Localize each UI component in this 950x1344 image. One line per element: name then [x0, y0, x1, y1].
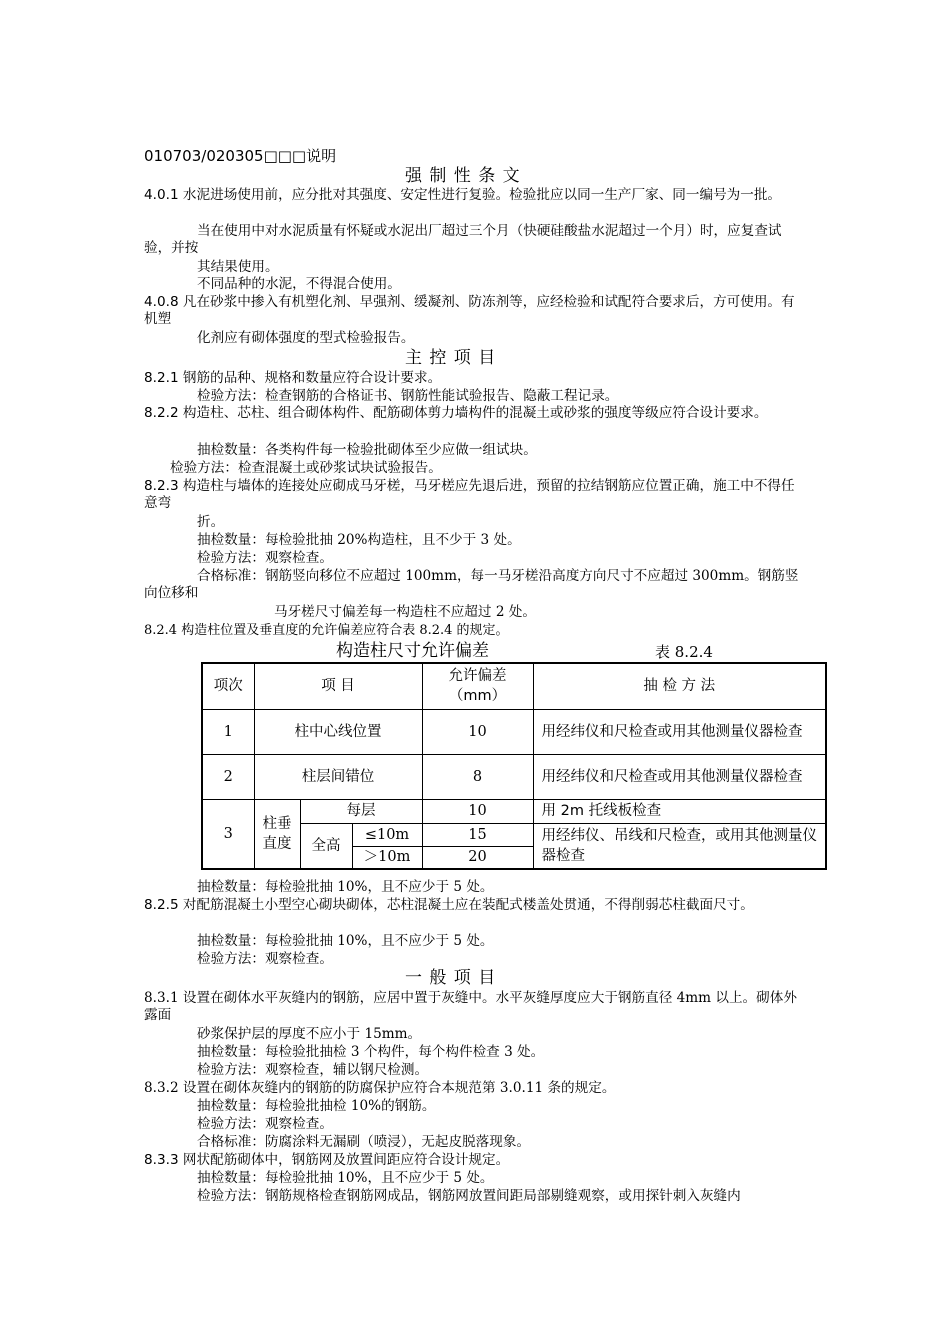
row-tolerance: 20: [422, 846, 533, 869]
document-id: 010703/020305□□□说明: [144, 147, 337, 165]
clause-8-3-3-method: 检验方法：钢筋规格检查钢筋网成品，钢筋网放置间距局部剔缝观察，或用探针刺入灰缝内: [197, 1188, 741, 1204]
table-label: 表 8.2.4: [655, 643, 713, 661]
header-tolerance: 允许偏差（mm）: [422, 663, 533, 709]
clause-8-2-5-method: 检验方法：观察检查。: [197, 951, 333, 967]
clause-8-2-2-quantity: 抽检数量：各类构件每一检验批砌体至少应做一组试块。: [197, 442, 537, 458]
row-item: 柱层间错位: [254, 754, 422, 799]
table-row: [202, 709, 826, 754]
row-method: 用经纬仪和尺检查或用其他测量仪器检查: [533, 709, 826, 754]
clause-8-2-3-cont: 折。: [197, 514, 225, 530]
clause-8-2-4: 8.2.4 构造柱位置及垂直度的允许偏差应符合表 8.2.4 的规定。: [144, 623, 509, 638]
row-method: 用经纬仪、吊线和尺检查，或用其他测量仪器检查: [533, 823, 826, 869]
row-method: 用 2m 托线板检查: [533, 799, 826, 823]
clause-8-3-2-quantity: 抽检数量：每检验批抽检 10%的钢筋。: [197, 1098, 436, 1114]
clause-8-3-1-method: 检验方法：观察检查，辅以钢尺检测。: [197, 1062, 429, 1078]
row-tolerance: 15: [422, 823, 533, 846]
row-tolerance: 8: [422, 754, 533, 799]
row-no: 1: [202, 709, 254, 754]
clause-4-0-1-mix: 不同品种的水泥，不得混合使用。: [197, 276, 401, 292]
table-quantity: 抽检数量：每检验批抽 10%，且不应少于 5 处。: [197, 879, 494, 895]
clause-8-2-2-method: 检验方法：检查混凝土或砂浆试块试验报告。: [170, 460, 442, 476]
clause-8-2-1-method: 检验方法：检查钢筋的合格证书、钢筋性能试验报告、隐蔽工程记录。: [197, 388, 619, 404]
clause-8-2-5: 8.2.5 对配筋混凝土小型空心砌块砌体，芯柱混凝土应在装配式楼盖处贯通，不得削弱芯柱截面尺寸。: [144, 897, 754, 913]
clause-8-3-1: 8.3.1 设置在砌体水平灰缝内的钢筋，应居中置于灰缝中。水平灰缝厚度应大于钢筋直径 4mm 以上。砌体外露面: [144, 990, 797, 1023]
clause-8-2-3: 8.2.3 构造柱与墙体的连接处应砌成马牙槎，马牙槎应先退后进，预留的拉结钢筋应位置正确，施工中不得任意弯: [144, 478, 795, 511]
clause-4-0-8: 4.0.8 凡在砂浆中掺入有机塑化剂、早强剂、缓凝剂、防冻剂等，应经检验和试配符合要求后，方可使用。有机塑: [144, 294, 795, 327]
row-item: 每层: [300, 799, 422, 823]
table-title: 构造柱尺寸允许偏差: [336, 641, 489, 661]
clause-8-2-3-standard-cont: 马牙槎尺寸偏差每一构造柱不应超过 2 处。: [274, 604, 536, 620]
row-item: 柱中心线位置: [254, 709, 422, 754]
row-no: 2: [202, 754, 254, 799]
table-row: [202, 754, 826, 799]
clause-4-0-8-cont: 化剂应有砌体强度的型式检验报告。: [197, 330, 415, 346]
header-no: 项次: [202, 663, 254, 709]
tolerance-table: [201, 662, 827, 870]
row-subitem: ＞10m: [352, 846, 422, 869]
clause-8-2-1: 8.2.1 钢筋的品种、规格和数量应符合设计要求。: [144, 370, 442, 386]
row-item: 全高: [300, 823, 352, 869]
clause-8-3-2: 8.3.2 设置在砌体灰缝内的钢筋的防腐保护应符合本规范第 3.0.11 条的规定。: [144, 1080, 616, 1096]
header-method: 抽 检 方 法: [533, 663, 826, 709]
clause-8-2-3-quantity: 抽检数量：每检验批抽 20%构造柱，且不少于 3 处。: [197, 532, 521, 548]
row-group-verticality: 柱垂直度: [254, 799, 300, 869]
clause-8-3-1-quantity: 抽检数量：每检验批抽检 3 个构件，每个构件检查 3 处。: [197, 1044, 545, 1060]
clause-4-0-1-note: 当在使用中对水泥质量有怀疑或水泥出厂超过三个月（快硬硅酸盐水泥超过一个月）时，应复查试验，并按: [144, 223, 782, 256]
clause-8-3-1-cont: 砂浆保护层的厚度不应小于 15mm。: [197, 1026, 422, 1042]
table-header-row: [202, 663, 826, 709]
row-tolerance: 10: [422, 799, 533, 823]
row-tolerance: 10: [422, 709, 533, 754]
clause-8-2-3-standard: 合格标准：钢筋竖向移位不应超过 100mm，每一马牙槎沿高度方向尺寸不应超过 300mm。钢筋竖向位移和: [144, 568, 799, 601]
clause-8-3-3-quantity: 抽检数量：每检验批抽 10%，且不应少于 5 处。: [197, 1170, 494, 1186]
clause-8-3-2-standard: 合格标准：防腐涂料无漏刷（喷浸），无起皮脱落现象。: [197, 1134, 531, 1150]
clause-4-0-1-note-cont: 其结果使用。: [197, 259, 279, 275]
clause-4-0-1: 4.0.1 水泥进场使用前，应分批对其强度、安定性进行复验。检验批应以同一生产厂家、同一编号为一批。: [144, 187, 782, 203]
table-row: [202, 799, 826, 823]
clause-8-2-3-method: 检验方法：观察检查。: [197, 550, 333, 566]
clause-8-2-5-quantity: 抽检数量：每检验批抽 10%，且不应少于 5 处。: [197, 933, 494, 949]
clause-8-3-3: 8.3.3 网状配筋砌体中，钢筋网及放置间距应符合设计规定。: [144, 1152, 510, 1168]
row-no: 3: [202, 799, 254, 869]
section-title-mandatory: 强 制 性 条 文: [405, 166, 521, 186]
row-method: 用经纬仪和尺检查或用其他测量仪器检查: [533, 754, 826, 799]
section-title-main-control: 主 控 项 目: [405, 348, 497, 368]
clause-8-3-2-method: 检验方法：观察检查。: [197, 1116, 333, 1132]
section-title-general: 一 般 项 目: [405, 968, 497, 988]
header-item: 项 目: [254, 663, 422, 709]
row-subitem: ≤10m: [352, 823, 422, 846]
clause-8-2-2: 8.2.2 构造柱、芯柱、组合砌体构件、配筋砌体剪力墙构件的混凝土或砂浆的强度等级应符合设计要求。: [144, 405, 768, 421]
